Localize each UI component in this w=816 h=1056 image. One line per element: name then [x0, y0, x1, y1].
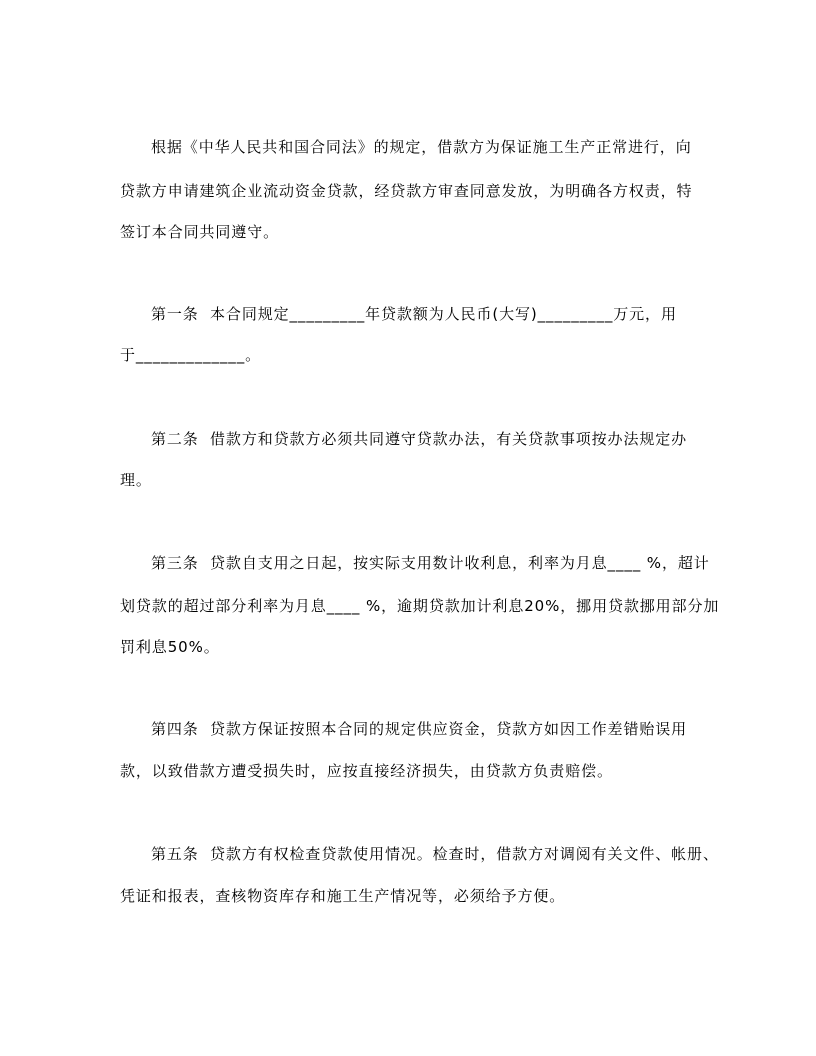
text-line: 罚利息50%。	[120, 638, 220, 656]
text-line: 凭证和报表，查核物资库存和施工生产情况等，必须给予方便。	[120, 887, 566, 905]
text-line: 第一条 本合同规定_________年贷款额为人民币(大写)_________万元，用	[151, 305, 677, 323]
text-line: 于_____________。	[120, 346, 262, 364]
text-line: 根据《中华人民共和国合同法》的规定，借款方为保证施工生产正常进行，向	[151, 138, 692, 156]
text-line: 第三条 贷款自支用之日起，按实际支用数计收利息，利率为月息____ %，超计	[151, 554, 710, 572]
text-line: 贷款方申请建筑企业流动资金贷款，经贷款方审查同意发放，为明确各方权责，特	[120, 182, 693, 200]
text-line: 第五条 贷款方有权检查贷款使用情况。检查时，借款方对调阅有关文件、帐册、	[151, 845, 719, 863]
text-line: 款，以致借款方遭受损失时，应按直接经济损失，由贷款方负责赔偿。	[120, 762, 613, 780]
text-line: 第四条 贷款方保证按照本合同的规定供应资金，贷款方如因工作差错贻误用	[151, 720, 688, 738]
text-line: 签订本合同共同遵守。	[120, 223, 280, 241]
text-line: 第二条 借款方和贷款方必须共同遵守贷款办法，有关贷款事项按办法规定办	[151, 430, 688, 448]
text-line: 划贷款的超过部分利率为月息____ %，逾期贷款加计利息20%，挪用贷款挪用部分加	[120, 597, 720, 615]
text-line: 理。	[120, 471, 152, 489]
